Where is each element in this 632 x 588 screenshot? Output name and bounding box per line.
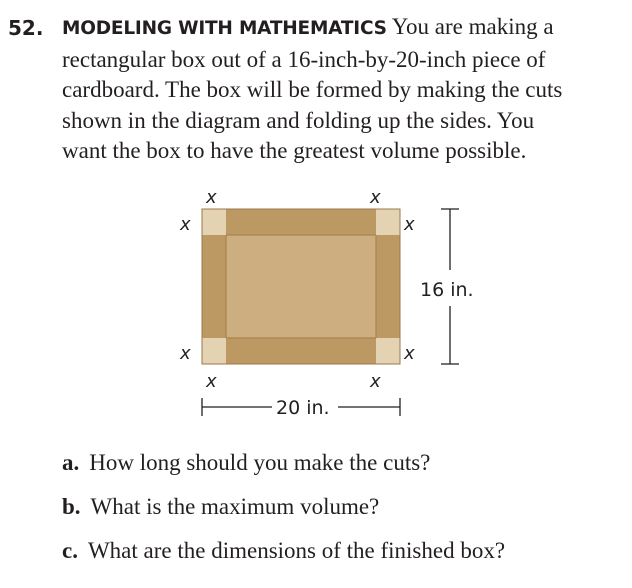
flap-right xyxy=(376,235,400,338)
problem-line-2: rectangular box out of a 16-inch-by-20-inch piece of xyxy=(62,46,546,72)
flap-top xyxy=(226,209,376,235)
problem-number: 52. xyxy=(8,16,44,40)
corner-cut-top-right xyxy=(376,209,400,235)
question-c-letter: c. xyxy=(62,538,78,563)
flap-left xyxy=(202,235,226,338)
cut-label-top-left: x xyxy=(206,187,217,208)
question-b-letter: b. xyxy=(62,494,81,519)
problem-line-4: shown in the diagram and folding up the sides. You xyxy=(62,107,535,133)
problem-line-1: You are making a xyxy=(391,14,554,39)
cut-label-right-bottom: x xyxy=(404,343,415,364)
question-c xyxy=(62,538,505,564)
cut-label-bottom-right: x xyxy=(370,371,381,392)
question-a-text: How long should you make the cuts? xyxy=(89,450,431,475)
corner-cut-bottom-right xyxy=(376,338,400,364)
corner-cut-top-left xyxy=(202,209,226,235)
corner-cut-bottom-left xyxy=(202,338,226,364)
problem-heading: MODELING WITH MATHEMATICS xyxy=(62,18,387,39)
question-c-text: What are the dimensions of the finished box? xyxy=(87,538,506,563)
height-label: 16 in. xyxy=(420,279,474,301)
cut-label-bottom-left: x xyxy=(206,371,217,392)
question-a-letter: a. xyxy=(62,450,80,475)
flap-bottom xyxy=(226,338,376,364)
cut-label-left-bottom: x xyxy=(180,343,191,364)
problem-line-3: cardboard. The box will be formed by making the cuts xyxy=(62,77,563,102)
cut-label-top-right: x xyxy=(370,187,381,208)
question-a xyxy=(62,450,430,476)
width-label: 20 in. xyxy=(276,397,330,419)
cut-label-left-top: x xyxy=(180,214,191,235)
question-b xyxy=(62,494,379,520)
cut-label-right-top: x xyxy=(404,214,415,235)
box-base xyxy=(226,235,376,338)
problem-line-5: want the box to have the greatest volume possible. xyxy=(62,138,527,163)
question-b-text: What is the maximum volume? xyxy=(90,494,380,519)
